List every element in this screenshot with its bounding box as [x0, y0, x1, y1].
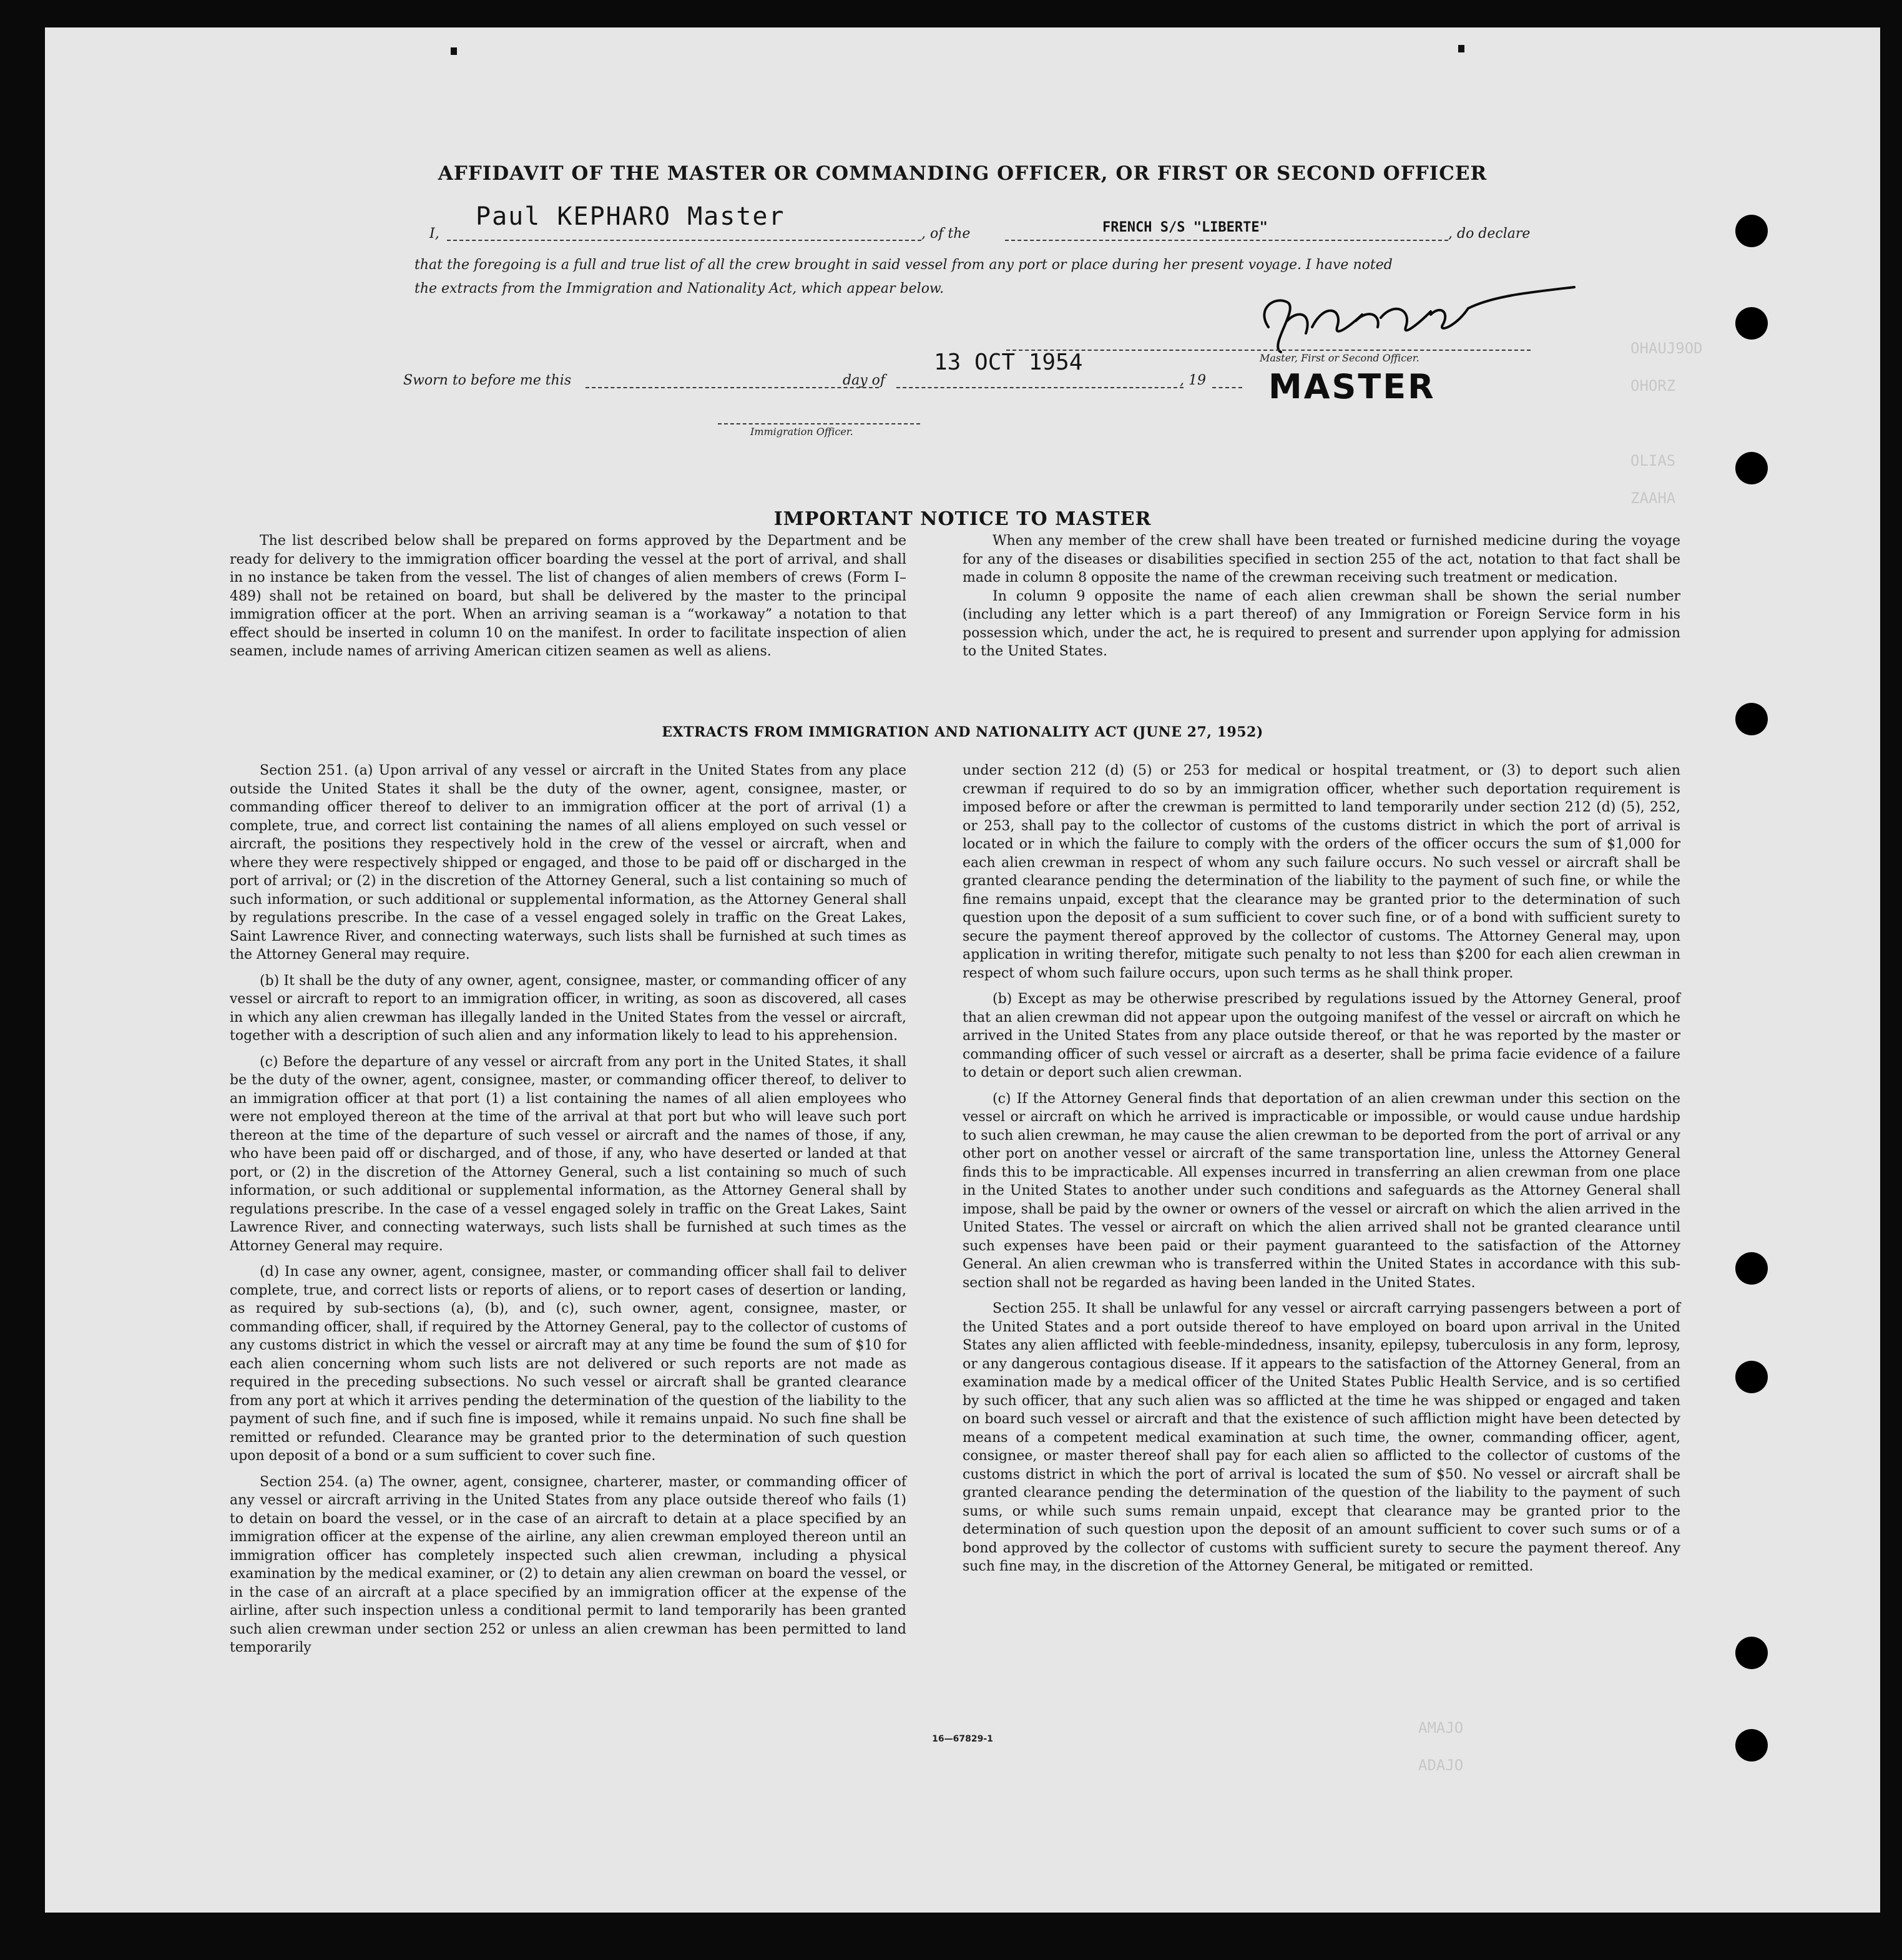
registration-mark: [451, 47, 457, 55]
signature-line: [1006, 350, 1531, 351]
notice-left-column: [230, 532, 906, 661]
bleed-through-text: OLIAS: [1630, 452, 1676, 469]
section-251-a: Section 251. (a) Upon arrival of any vessel or aircraft in the United States from any place outside the United States it shall be the duty of the owner, agent, consignee, master, or commanding officer thereof to deliver to an immigration officer at the port of arrival (1) a complete, true, and correct list containing the names of all aliens employed on such vessel or aircraft, the positions they respectively hold in the crew of the vessel or aircraft, when and where they were respectively shipped or engaged, and those to be paid off or discharged in the port of arrival; or (2) in the discretion of the Attorney General, such a list containing so much of such information, or such additional or supplemental information, as the Attorney General shall by regulations prescribe. In the case of a vessel engaged solely in traffic on the Great Lakes, Saint Lawrence River, and connecting waterways, such lists shall be furnished at such times as the Attorney General may require.: [230, 763, 906, 963]
section-251-b: (b) It shall be the duty of any owner, agent, consignee, master, or commanding officer of any vessel or aircraft to report to an immigration officer, in writing, as soon as discovered, all cases in which any alien crewman has illegally landed in the United States from the vessel or aircraft, together with a description of such alien and any information likely to lead to his apprehension.: [230, 973, 906, 1044]
notice-paragraph: When any member of the crew shall have been treated or furnished medicine during the voyage for any of the diseases or disabilities specified in section 255 of the act, notation to that fact shall be made in column 8 opposite the name of the crewman receiving such treatment or medication.: [963, 533, 1680, 586]
extracts-title: EXTRACTS FROM IMMIGRATION AND NATIONALITY ACT (JUNE 27, 1952): [662, 724, 1263, 740]
section-254-a-continued: under section 212 (d) (5) or 253 for medical or hospital treatment, or (3) to deport such alien crewman if required to do so by an immigration officer, whether such deportation requirement is imposed before or after the crewman is permitted to land temporarily under section 212 (d) (5), 252, or 253, shall pay to the collector of customs of the customs district in which the port of arrival is located or in which the failure to comply with the orders of the officer occurs the sum of $1,000 for each alien crewman in respect of whom any such failure occurs. No such vessel or aircraft shall be granted clearance pending the determination of the liability to the payment of such fine, or while the fine remains unpaid, except that the clearance may be granted prior to the determination of such question upon the deposit of a sum sufficient to cover such fine, or of a bond with sufficient surety to secure the payment thereof approved by the collector of customs. The Attorney General may, upon application in writing therefor, mitigate such penalty to not less than $200 for each alien crewman in respect of whom such failure occurs, upon such terms as he shall think proper.: [963, 763, 1680, 981]
extracts-left-column: [230, 762, 906, 1665]
notice-paragraph: The list described below shall be prepared on forms approved by the Department and be ready for delivery to the immigration officer boarding the vessel at the port of arrival, and shall in no instance be taken from the vessel. The list of changes of alien members of crews (Form I–489) shall not be retained on board, but shall be delivered by the master to the principal immigration officer at the port. When an arriving seaman is a “workaway” a notation to that effect should be inserted in column 10 on the manifest. In order to facilitate inspection of alien seamen, include names of arriving American citizen seamen as well as aliens.: [230, 533, 906, 659]
punch-hole: [1735, 452, 1768, 484]
vessel-line: [1005, 240, 1448, 241]
document-page: [45, 27, 1880, 1913]
notice-paragraph: In column 9 opposite the name of each alien crewman shall be shown the serial number (including any letter which is a part thereof) of any Immigration or Foreign Service form in his possession which, under the act, he is required to present and surrender upon applying for admission to the United States.: [963, 588, 1680, 659]
bleed-through-text: ADAJO: [1418, 1757, 1464, 1774]
form-code: 16—67829-1: [932, 1734, 993, 1744]
declarant-line: [447, 240, 921, 241]
bleed-through-text: OHORZ: [1630, 377, 1676, 394]
officer-caption: Master, First or Second Officer.: [1260, 352, 1419, 364]
section-254-b: (b) Except as may be otherwise prescribed by regulations issued by the Attorney General, proof that an alien crewman did not appear upon the outgoing manifest of the vessel or aircraft on which he arrived in the United States from any place outside thereof, or that he was reported by the master or commanding officer of such vessel or aircraft as a deserter, shall be prima facie evidence of a failure to detain or deport such alien crewman.: [963, 991, 1680, 1080]
section-254-a: Section 254. (a) The owner, agent, consignee, charterer, master, or commanding officer of any vessel or aircraft arriving in the United States from any place outside thereof who fails (1) to detain on board the vessel, or in the case of an aircraft to detain at a place specified by an immigration officer at the expense of the airline, any alien crewman employed thereon until an immigration officer has completely inspected such alien crewman, including a physical examination by the medical examiner, or (2) to detain any alien crewman on board the vessel, or in the case of an aircraft at a place specified by an immigration officer at the expense of the airline, after such inspection unless a conditional permit to land temporarily has been granted such alien crewman under section 252 or unless an alien crewman has been permitted to land temporarily: [230, 1474, 906, 1655]
section-251-d: (d) In case any owner, agent, consignee, master, or commanding officer shall fail to deliver complete, true, and correct lists or reports of aliens, or to report cases of desertion or landing, as required by sub-sections (a), (b), and (c), such owner, agent, consignee, master, or commanding officer, shall, if required by the Attorney General, pay to the collector of customs of any customs district in which the vessel or aircraft may at any time be found the sum of $10 for each alien concerning whom such lists are not delivered or such reports are not made as required in the preceding subsections. No such vessel or aircraft shall be granted clearance from any port at which it arrives pending the determination of the question of the liability to the payment of such fine, and if such fine is imposed, while it remains unpaid. No such fine shall be remitted or refunded. Clearance may be granted prior to the determination of such question upon deposit of a bond or a sum sufficient to cover such fine.: [230, 1264, 906, 1464]
punch-hole: [1735, 1252, 1768, 1285]
sworn-label: Sworn to before me this: [403, 373, 572, 388]
punch-hole: [1735, 307, 1768, 340]
declaration-text: the extracts from the Immigration and Nationality Act, which appear below.: [414, 281, 944, 296]
do-declare-label: , do declare: [1448, 226, 1531, 242]
notice-title: IMPORTANT NOTICE TO MASTER: [773, 508, 1152, 530]
of-the-label: , of the: [921, 226, 971, 242]
declaration-text: that the foregoing is a full and true list of all the crew brought in said vessel from any port or place during her present voyage. I have noted: [414, 257, 1393, 273]
section-251-c: (c) Before the departure of any vessel or aircraft from any port in the United States, it shall be the duty of the owner, agent, consignee, master, or commanding officer thereof, to deliver to an immigration officer at that port (1) a list containing the names of all alien employees who were not employed thereon at the time of the arrival at that port but who will leave such port thereon at the time of the departure of such vessel or aircraft and the names of those, if any, who have been paid off or discharged, and of those, if any, who have deserted or landed at that port, or (2) in the discretion of the Attorney General, such a list containing so much of such information, or such additional or supplemental information, as the Attorney General shall by regulations prescribe. In the case of a vessel engaged solely in traffic on the Great Lakes, Saint Lawrence River, and connecting waterways, such lists shall be furnished at such times as the Attorney General may require.: [230, 1054, 906, 1254]
year-prefix: , 19: [1180, 373, 1206, 388]
year-line: [1212, 387, 1242, 388]
bleed-through-text: AMAJO: [1418, 1719, 1464, 1737]
extracts-right-column: [963, 762, 1680, 1584]
affidavit-title: AFFIDAVIT OF THE MASTER OR COMMANDING OFFICER, OR FIRST OR SECOND OFFICER: [438, 162, 1488, 185]
sworn-day-line: [586, 387, 879, 388]
punch-hole: [1735, 1361, 1768, 1393]
section-254-c: (c) If the Attorney General finds that deportation of an alien crewman under this section on the vessel or aircraft on which he arrived is impracticable or impossible, or would cause undue hardship to such alien crewman, he may cause the alien crewman to be deported from the port of arrival or any other port on another vessel or aircraft of the same transportation line, unless the Attorney General finds this to be impracticable. All expenses incurred in transferring an alien crewman from one place in the United States to another under such conditions and safeguards as the Attorney General shall impose, shall be paid by the owner or owners of the vessel or aircraft on which the alien arrived in the United States. The vessel or aircraft on which the alien arrived shall not be granted clearance until such expenses have been paid or their payment guaranteed to the satisfaction of the Attorney General. An alien crewman who is transferred within the United States in accordance with this sub-section shall not be regarded as having been landed in the United States.: [963, 1090, 1680, 1291]
i-label: I,: [429, 226, 439, 242]
declarant-name: Paul KEPHARO Master: [476, 202, 785, 231]
sworn-month-line: [896, 387, 1184, 388]
punch-hole: [1735, 215, 1768, 247]
registration-mark: [1458, 45, 1464, 52]
punch-hole: [1735, 1637, 1768, 1669]
date-stamp: 13 OCT 1954: [934, 350, 1083, 375]
immigration-caption: Immigration Officer.: [750, 426, 853, 438]
master-signature: [1231, 283, 1581, 358]
vessel-name: FRENCH S/S "LIBERTE": [1102, 220, 1268, 235]
notice-right-column: [963, 532, 1680, 661]
master-stamp: MASTER: [1268, 367, 1436, 406]
day-of-label: day of: [843, 373, 886, 388]
immigration-officer-line: [718, 423, 920, 424]
section-255: Section 255. It shall be unlawful for any vessel or aircraft carrying passengers between a port of the United States and a port outside thereof to have employed on board upon arrival in the United States any alien afflicted with feeble-mindedness, insanity, epilepsy, tuberculosis in any form, leprosy, or any dangerous contagious disease. If it appears to the satisfaction of the Attorney General, from an examination made by a medical officer of the United States Public Health Service, and is so certified by such officer, that any such alien was so afflicted at the time he was shipped or engaged and taken on board such vessel or aircraft and that the existence of such affliction might have been detected by means of a competent medical examination at such time, the owner, commanding officer, agent, consignee, or master thereof shall pay for each alien so afflicted to the collector of customs of the customs district in which the port of arrival is located the sum of $50. No vessel or aircraft shall be granted clearance pending the determination of the question of the liability to the payment of such sums, or while such sums remain unpaid, except that clearance may be granted prior to the determination of such question upon the deposit of an amount sufficient to cover such sums or of a bond approved by the collector of customs with sufficient surety to secure the payment thereof. Any such fine may, in the discretion of the Attorney General, be mitigated or remitted.: [963, 1301, 1680, 1574]
bleed-through-text: OHAUJ9OD: [1630, 340, 1703, 357]
bleed-through-text: ZAAHA: [1630, 489, 1676, 507]
